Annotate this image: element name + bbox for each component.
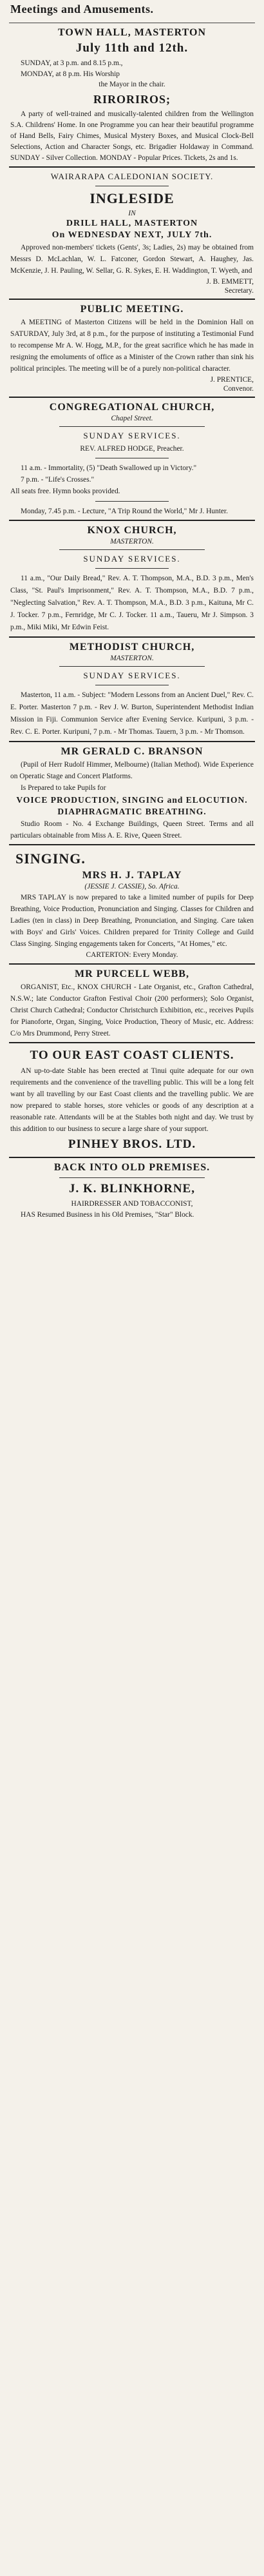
- ad-title: TO OUR EAST COAST CLIENTS.: [30, 1048, 234, 1062]
- ad-title: CONGREGATIONAL CHURCH,: [49, 401, 215, 413]
- ad-knox-church: [9, 521, 255, 638]
- ad-body: Studio Room - No. 4 Exchange Buildings, Queen Street. Terms and all particulars obtainable from Miss A. E. Rive, Queen Street.: [10, 820, 254, 840]
- divider: [59, 426, 205, 427]
- ad-line: MONDAY, at 8 p.m. His Worship: [21, 70, 120, 78]
- ad-services: SUNDAY SERVICES.: [83, 671, 181, 680]
- ad-body: AN up-to-date Stable has been erected at Tinui quite adequate for our own requirements and the convenience of the travelling public. This will be a long felt want by all travelling by our East Coast clients and the travelling public. We are now prepared to stable horses, store vehicles or goods of any description at a reasonable rate. Attendants will be at the Stables both night and day. We trust by this addition to our business to secure a large share of your support.: [10, 1067, 254, 1133]
- ad-date: On WEDNESDAY NEXT, JULY 7th.: [52, 230, 212, 240]
- ad-town-hall: [9, 23, 255, 168]
- ad-town: MASTERTON.: [110, 654, 154, 662]
- ad-body: A party of well-trained and musically-talented children from the Wellington S.A. Childrens' Home. In one Programme you can hear their beautiful programme of Hand Bells, Fairy Chimes, Musical Mystery Boxes, and Musical Clock-Bell Selections, Action and Character Songs, etc. Brigadier Holdaway in Command. SUNDAY - Silver Collection. MONDAY - Popular Prices. Tickets, 2s and 1s.: [10, 110, 254, 162]
- ad-body: HAS Resumed Business in his Old Premises, "Star" Block.: [21, 1211, 194, 1219]
- ad-line: SUNDAY, at 3 p.m. and 8.15 p.m.,: [21, 59, 123, 67]
- ad-body: (Pupil of Herr Rudolf Himmer, Melbourne) (Italian Method). Wide Experience on Operatic Stage and Concert Platforms.: [10, 761, 254, 780]
- divider: [95, 568, 168, 569]
- ad-body: A MEETING of Masterton Citizens will be held in the Dominion Hall on SATURDAY, July 3rd, at 8 p.m., for the purpose of instituting a Testimonial Fund to recompense Mr A. W. Hogg, M.P., for the great sacrifice which he has made in resigning the emoluments of office as a Minister of the Crown rather than sink his political principles. The meeting will be of a purely non-political character.: [10, 318, 254, 373]
- ad-east-coast: [9, 1043, 255, 1158]
- ad-body: MRS TAPLAY is now prepared to take a limited number of pupils for Deep Breathing, Voice Production, Pronunciation and Singing. Classes for Children and Ladies (ten in class) in Deep Breathing, Pronunciation, and Singing. Care taken with Boys' and Girls' Voices. Children prepared for Trinity College and Guild Class Singing. Singing engagements taken for Concerts, "At Homes," etc.: [10, 894, 254, 948]
- ad-title: WAIRARAPA CALEDONIAN SOCIETY.: [50, 171, 214, 181]
- ad-signature: PINHEY BROS. LTD.: [68, 1137, 196, 1151]
- ad-name: RIRORIROS;: [93, 92, 171, 106]
- ad-line: 11 a.m. - Immortality, (5) "Death Swallowed up in Victory.": [21, 464, 197, 472]
- ad-services: SUNDAY SERVICES.: [83, 554, 181, 564]
- ad-title: KNOX CHURCH,: [87, 525, 177, 536]
- ad-subject: DIAPHRAGMATIC BREATHING.: [57, 807, 207, 816]
- newspaper-column: [9, 0, 255, 1223]
- ad-preacher: REV. ALFRED HODGE, Preacher.: [80, 444, 184, 453]
- ad-line: All seats free. Hymn books provided.: [10, 487, 120, 495]
- ad-signature: J. B. EMMETT,: [206, 277, 254, 286]
- ad-title: PUBLIC MEETING.: [80, 303, 184, 315]
- ad-name: MRS H. J. TAPLAY: [82, 870, 182, 881]
- ad-body: ORGANIST, Etc., KNOX CHURCH - Late Organist, etc., Grafton Cathedral, N.S.W.; late Conductor Grafton Festival Choir (200 performers); Solo Organist, Christ Church Cathedral; Conductor Christchurch Exhibition, etc., receives Pupils for Pianoforte, Organ, Singing, Voice Production, Theory of Music, etc. Address: C/o Mrs Drummond, Perry Street.: [10, 983, 254, 1037]
- section-header: Meetings and Amusements.: [10, 3, 154, 15]
- ad-branson: [9, 742, 255, 845]
- ad-town: MASTERTON.: [110, 538, 154, 546]
- ad-role: HAIRDRESSER AND TOBACCONIST,: [71, 1199, 193, 1208]
- ad-street: Chapel Street.: [111, 414, 153, 422]
- ad-signature: CARTERTON: Every Monday.: [86, 951, 178, 959]
- ad-body: Masterton, 11 a.m. - Subject: "Modern Lessons from an Ancient Duel," Rev. C. E. Porter. Masterton 7 p.m. - Rev J. W. Burton, Superintendent Methodist Indian Mission in Fiji. Communion Service after Evening Service. Kuripuni, 3 p.m. - Rev. C. E. Porter. Kuripuni, 7 p.m. - Mr Thomas. Tauern, 3 p.m. - Mr Thomson.: [10, 691, 254, 736]
- ad-public-meeting: [9, 300, 255, 398]
- divider: [95, 501, 168, 502]
- ad-in: IN: [128, 209, 136, 217]
- ad-line: Monday, 7.45 p.m. - Lecture, "A Trip Round the World," Mr J. Hunter.: [21, 507, 228, 515]
- ad-title: MR GERALD C. BRANSON: [61, 746, 203, 757]
- section-header-block: [9, 0, 255, 23]
- ad-caledonian: [9, 168, 255, 300]
- ad-purcell-webb: [9, 965, 255, 1043]
- ad-title: BACK INTO OLD PREMISES.: [53, 1161, 211, 1173]
- ad-paren: (JESSIE J. CASSIE), So. Africa.: [84, 883, 180, 890]
- ad-title: SINGING.: [15, 850, 86, 867]
- ad-title: TOWN HALL, MASTERTON: [58, 27, 206, 38]
- ad-name: J. K. BLINKHORNE,: [69, 1181, 195, 1195]
- ad-dates: July 11th and 12th.: [75, 41, 189, 55]
- ad-services: SUNDAY SERVICES.: [83, 430, 181, 440]
- ad-body: 11 a.m., "Our Daily Bread," Rev. A. T. Thompson, M.A., B.D. 3 p.m., Men's Class, "St. Paul's Imprisonment," Rev. A. T. Thompson, M.A., B.D. 7 p.m., "Neglecting Salvation," Rev. A. T. Thompson, M.A., B.D. 3 p.m., Kaituna, Mr C. J. Tocker. 7 p.m., Fernridge, Mr C. J. Tocker. 11 a.m., Taueru, Mr J. Simpson. 3 p.m., Miki Miki, Mr Edwin Feist.: [10, 575, 254, 631]
- ad-methodist-church: [9, 638, 255, 742]
- ad-congregational: [9, 398, 255, 522]
- ad-line: the Mayor in the chair.: [99, 81, 165, 88]
- divider: [59, 1177, 205, 1178]
- ad-signature: J. PRENTICE,: [210, 375, 254, 384]
- ad-singing: [9, 845, 255, 965]
- ad-signature-role: Convenor.: [223, 384, 254, 393]
- ad-line: 7 p.m. - "Life's Crosses.": [21, 476, 95, 484]
- ad-body: Approved non-members' tickets (Gents', 3s; Ladies, 2s) may be obtained from Messrs D. McLachlan, W. L. Fatconer, Gordon Stewart, A. Haughey, Jas. McKenzie, J. H. Pauling, W. Sellar, G. R. Sykes, E. H. Waddington, T. Wyeth, and: [10, 243, 254, 275]
- ad-name: INGLESIDE: [90, 190, 174, 206]
- ad-title: MR PURCELL WEBB,: [75, 968, 189, 979]
- ad-title: METHODIST CHURCH,: [69, 642, 195, 653]
- ad-blinkhorne: [9, 1158, 255, 1224]
- ad-body: Is Prepared to take Pupils for: [21, 784, 106, 792]
- ad-signature-role: Secretary.: [224, 286, 254, 295]
- ad-subject: VOICE PRODUCTION, SINGING and ELOCUTION.: [16, 795, 248, 805]
- ad-venue: DRILL HALL, MASTERTON: [66, 218, 198, 228]
- divider: [59, 666, 205, 667]
- divider: [59, 549, 205, 550]
